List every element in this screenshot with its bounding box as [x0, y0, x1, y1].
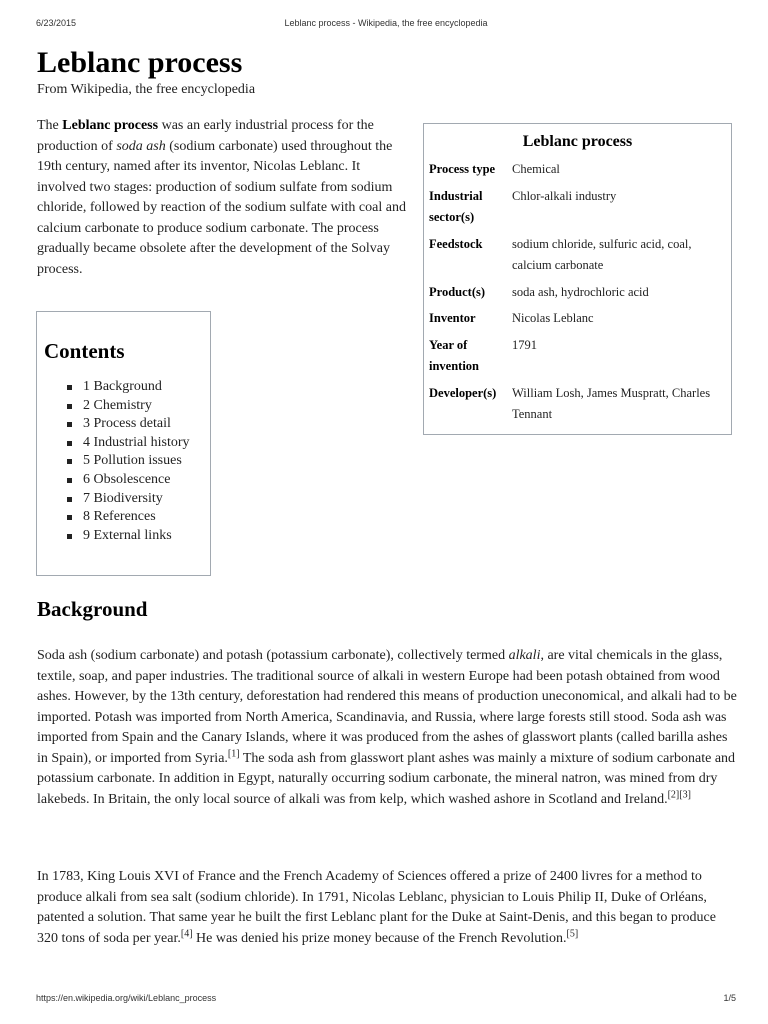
- citation-link[interactable]: [5]: [566, 927, 579, 939]
- print-footer: [36, 993, 736, 1005]
- toc-item-external-links[interactable]: 9 External links: [67, 527, 210, 546]
- intro-text-2: was an early industrial process for the production of: [37, 118, 374, 154]
- print-header: [36, 18, 736, 30]
- toc-item-biodiversity[interactable]: 7 Biodiversity: [67, 490, 210, 509]
- infobox: [423, 123, 732, 435]
- print-page-title: Leblanc process - Wikipedia, the free encyclopedia: [284, 18, 488, 28]
- infobox-row: [426, 306, 731, 333]
- infobox-row: [426, 280, 731, 307]
- infobox-value: Chemical: [512, 162, 560, 176]
- toc-item-process-detail[interactable]: 3 Process detail: [67, 415, 210, 434]
- infobox-row: [426, 232, 731, 280]
- alkali-term: alkali: [508, 648, 541, 663]
- infobox-label: Feedstock: [429, 236, 483, 251]
- toc-item-industrial-history[interactable]: 4 Industrial history: [67, 434, 210, 453]
- infobox-value: Nicolas Leblanc: [512, 311, 594, 325]
- infobox-value: William Losh, James Muspratt, Charles Tennant: [512, 385, 711, 421]
- toc-item-obsolescence[interactable]: 6 Obsolescence: [67, 471, 210, 490]
- toc-item-background[interactable]: 1 Background: [67, 378, 210, 397]
- section-heading-background: Background: [37, 597, 148, 621]
- infobox-label: Industrial sector(s): [429, 188, 483, 224]
- paragraph-text: , are vital chemicals in the glass, textile, soap, and paper industries. The traditional source of alkali in western Europe had been potash obtained from wood ashes. However, by the 13th century, deforestation had rendered this means of production uneconomical, and alkali had to be imported. Potash was imported from North America, Scandinavia, and Russia, where large forests still stood. Soda ash was imported from Spain and the Canary Islands, where it was produced from the ashes of glasswort plants (called barilla ashes in Spain), or imported from Syria.: [37, 648, 737, 766]
- paragraph-text: Soda ash (sodium carbonate) and potash (potassium carbonate), collectively termed: [37, 648, 509, 663]
- table-of-contents: [36, 311, 211, 576]
- intro-text-3: (sodium carbonate) used throughout the 19th century, named after its inventor, Nicolas Leblanc. It involved two stages: production of sodium sulfate from sodium chloride, followed by reaction of the sodium sulfate with coal and calcium carbonate to produce sodium carbonate. The process gradually became obsolete after the development of the Solvay process.: [37, 138, 406, 277]
- toc-title: Contents: [44, 339, 125, 363]
- toc-item-references[interactable]: 8 References: [67, 508, 210, 527]
- toc-item-chemistry[interactable]: 2 Chemistry: [67, 397, 210, 416]
- citation-link[interactable]: [2][3]: [667, 788, 691, 800]
- citation-link[interactable]: [4]: [180, 927, 193, 939]
- intro-text-1: The: [37, 118, 63, 133]
- infobox-label: Inventor: [429, 311, 476, 325]
- page-title: Leblanc process: [37, 46, 243, 79]
- infobox-value: Chlor-alkali industry: [512, 188, 617, 203]
- infobox-row: [426, 333, 731, 381]
- background-paragraph: [37, 646, 737, 810]
- intro-paragraph: [37, 116, 409, 280]
- infobox-label: Developer(s): [429, 385, 497, 400]
- infobox-value: soda ash, hydrochloric acid: [512, 284, 649, 299]
- citation-link[interactable]: [1]: [227, 747, 240, 759]
- paragraph-text: The soda ash from glasswort plant ashes was mainly a mixture of sodium carbonate and potassium carbonate. In addition in Egypt, naturally occurring sodium carbonate, the mineral natron, was mined from dry lakebeds. In Britain, the only local source of alkali was from kelp, which washed ashore in Scotland and Ireland.: [37, 750, 736, 807]
- infobox-label: Year of invention: [429, 337, 480, 373]
- infobox-table: [426, 157, 731, 429]
- background-paragraph: [37, 867, 737, 949]
- intro-bold-term: Leblanc process: [62, 118, 159, 133]
- infobox-label: Process type: [429, 162, 496, 176]
- infobox-row: [426, 381, 731, 429]
- paragraph-text: In 1783, King Louis XVI of France and the French Academy of Sciences offered a prize of 2400 livres for a method to produce alkali from sea salt (sodium chloride). In 1791, Nicolas Leblanc, physician to Louis Philip II, Duke of Orléans, patented a solution. That same year he built the first Leblanc plant for the Duke at Saint-Denis, and this began to produce 320 tons of soda per year.: [37, 869, 716, 946]
- print-page-number: 1/5: [723, 993, 736, 1003]
- print-url: https://en.wikipedia.org/wiki/Leblanc_process: [36, 993, 217, 1003]
- infobox-value: 1791: [512, 337, 537, 352]
- infobox-label: Product(s): [429, 284, 486, 299]
- infobox-value: sodium chloride, sulfuric acid, coal, calcium carbonate: [512, 236, 692, 272]
- infobox-row: [426, 157, 731, 184]
- toc-item-pollution-issues[interactable]: 5 Pollution issues: [67, 452, 210, 471]
- toc-list: [37, 378, 210, 545]
- infobox-row: [426, 184, 731, 232]
- intro-soda-ash-link[interactable]: soda ash: [116, 138, 166, 154]
- paragraph-text: He was denied his prize money because of the French Revolution.: [192, 930, 567, 946]
- infobox-title: Leblanc process: [522, 133, 633, 150]
- article-tagline: From Wikipedia, the free encyclopedia: [37, 82, 256, 97]
- print-date: 6/23/2015: [36, 18, 77, 28]
